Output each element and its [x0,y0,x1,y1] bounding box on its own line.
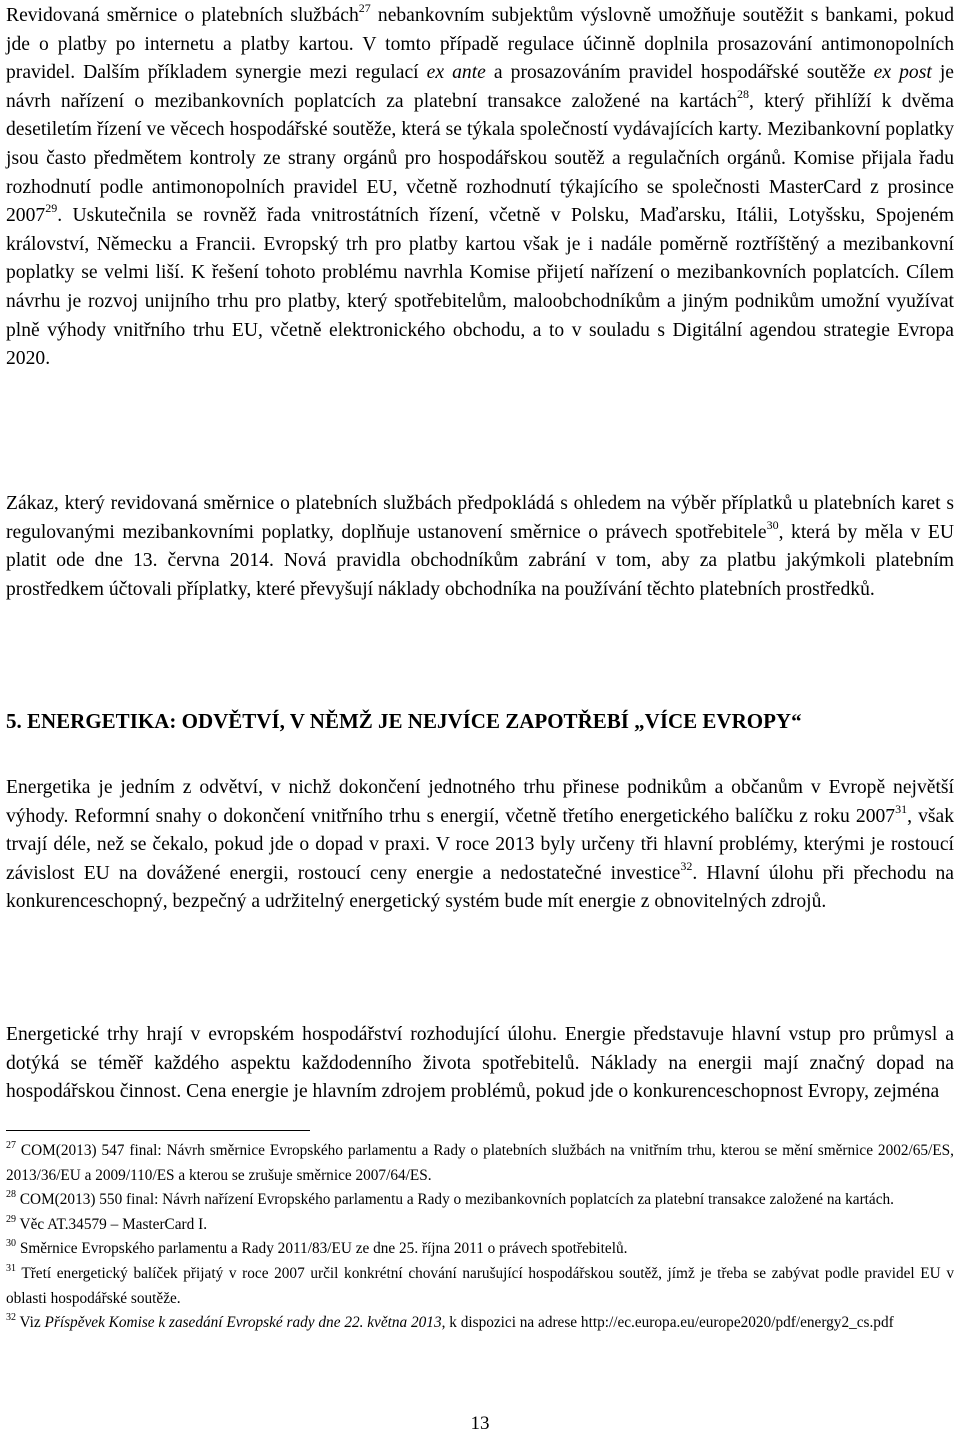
footnote-27 [6,1139,954,1188]
footnote-ref-29[interactable]: 29 [45,201,58,216]
paragraph-surcharge-ban [6,490,954,604]
footnote-ref-28[interactable]: 28 [736,86,749,101]
text-run: Energetické trhy hrají v evropském hospodářství rozhodující úlohu. Energie představuje hlavní vstup pro průmysl a dotýká se téměř každého aspektu každodenního života spotřebitelů. Náklady na energii mají značný dopad na hospodářskou činnost. Cena energie je hlavním zdrojem problémů, pokud jde o konkurenceschopnost Evropy, zejména [6,1024,954,1103]
footnote-number: 27 [6,1140,16,1151]
document-page [6,0,954,1436]
text-run: , která by měla v EU platit ode dne 13. června 2014. Nová pravidla obchodníkům zabrání v tom, aby za platbu jakýmkoli platebním prostředkem účtovali příplatky, které převyšují náklady obchodníka na používání těchto platebních prostředků. [6,521,954,600]
footnote-number: 32 [6,1312,16,1324]
footnote-ref-27[interactable]: 27 [358,1,371,15]
text-run: . Uskutečnila se rovněž řada vnitrostátních řízení, včetně v Polsku, Maďarsku, Itálii, Lotyšsku, Spojeném království, Německu a Francii. Evropský trh pro platby kartou však je i nadále poměrně roztříštěný a mezibankovní poplatky se velmi liší. K řešení tohoto problému navrhla Komise přijetí nařízení o mezibankovních poplatcích. Cílem návrhu je rozvoj unijního trhu pro platby, který spotřebitelům, maloobchodníkům a jiným podnikům umožní využívat plně výhody vnitřního trhu EU, včetně elektronického obchodu, a to v souladu s Digitální agendou strategie Evropa 2020. [6,205,954,370]
footnote-text: COM(2013) 550 final: Návrh nařízení Evropského parlamentu a Rady o mezibankovních poplatcích za platební transakce založené na kartách. [16,1191,894,1209]
footnote-text: Věc AT.34579 – MasterCard I. [16,1215,208,1233]
paragraph-energy-market [6,774,954,917]
footnote-text: Třetí energetický balíček přijatý v roce 2007 určil konkrétní chování narušující hospodářskou soutěž, jímž je třeba se zabývat podle pravidel EU v oblasti hospodářské soutěže. [6,1264,954,1307]
footnote-separator [6,1130,310,1131]
footnote-text: Směrnice Evropského parlamentu a Rady 2011/83/EU ze dne 25. října 2011 o právech spotřebitelů. [16,1240,628,1258]
footnote-number: 30 [6,1238,16,1250]
footnote-28 [6,1188,954,1213]
text-run: je návrh nařízení o mezibankovních poplatcích za platební transakce založené na kartách [6,62,954,112]
footnote-text: , k dispozici na adrese http://ec.europa.eu/europe2020/pdf/energy2_cs.pdf [441,1314,894,1332]
footnote-30 [6,1237,954,1262]
paragraph-energy-costs-text [6,1021,954,1136]
section-heading-energy: 5. ENERGETIKA: ODVĚTVÍ, V NĚMŽ JE NEJVÍCE ZAPOTŘEBÍ „VÍCE EVROPY“ [6,709,802,733]
footnotes-section [6,1139,954,1336]
footnote-number: 28 [6,1189,16,1201]
page-number: 13 [470,1413,490,1434]
text-run: Zákaz, který revidovaná směrnice o platebních službách předpokládá s ohledem na výběr příplatků u platebních karet s regulovanými mezibankovními poplatky, doplňuje ustanovení směrnice o právech spotřebitele [6,493,954,543]
footnote-ref-31[interactable]: 31 [895,801,908,816]
footnote-31 [6,1262,954,1311]
text-run: nebankovním subjektům výslovně umožňuje soutěžit s bankami, pokud jde o platby po internetu a platby kartou. V tomto případě regulace účinně doplnila prosazování antimonopolních pravidel. Dalším příkladem synergie mezi regulací [6,5,954,84]
footnote-29 [6,1213,954,1238]
italic-term: ex ante [426,62,486,84]
paragraph-payment-services [6,2,954,374]
footnote-ref-30[interactable]: 30 [766,517,779,532]
footnote-ref-32[interactable]: 32 [680,858,693,873]
italic-term: ex post [873,62,932,84]
paragraph-energy-costs [6,1021,954,1136]
footnote-italic-title: Příspěvek Komise k zasedání Evropské rady dne 22. května 2013 [44,1314,442,1332]
footnote-number: 31 [6,1262,16,1274]
text-run: , však trvají déle, než se čekalo, pokud jde o dopad v praxi. V roce 2013 byly určeny tři hlavní problémy, kterými je rostoucí závislost EU na dovážené energii, rostoucí ceny energie a nedostatečné investice [6,805,954,884]
text-run: . Hlavní úlohu při přechodu na konkurenceschopný, bezpečný a udržitelný energetický systém bude mít energie z obnovitelných zdrojů. [6,862,954,913]
footnote-text: Viz [16,1314,45,1332]
text-run: Revidovaná směrnice o platebních službách [6,5,359,26]
footnote-text: COM(2013) 547 final: Návrh směrnice Evropského parlamentu a Rady o platebních službách na vnitřním trhu, kterou se mění směrnice 2002/65/ES, 2013/36/EU a 2009/110/ES a kterou se zrušuje směrnice 2007/64/ES. [6,1142,954,1184]
footnote-number: 29 [6,1213,16,1225]
text-run: Energetika je jedním z odvětví, v nichž dokončení jednotného trhu přinese podnikům a občanům v Evropě největší výhody. Reformní snahy o dokončení vnitřního trhu s energií, včetně třetího energetického balíčku z roku 2007 [6,777,954,827]
text-run: a prosazováním pravidel hospodářské soutěže [485,62,874,84]
footnote-32 [6,1311,954,1336]
text-run: , který přihlíží k dvěma desetiletím řízení ve věcech hospodářské soutěže, která se týkala společností vydávajících karty. Mezibankovní poplatky jsou často předmětem kontroly ze strany orgánů pro hospodářskou soutěž a regulačních orgánů. Komise přijala řadu rozhodnutí podle antimonopolních pravidel EU, včetně rozhodnutí týkajícího se společnosti MasterCard z prosince 2007 [6,90,954,227]
